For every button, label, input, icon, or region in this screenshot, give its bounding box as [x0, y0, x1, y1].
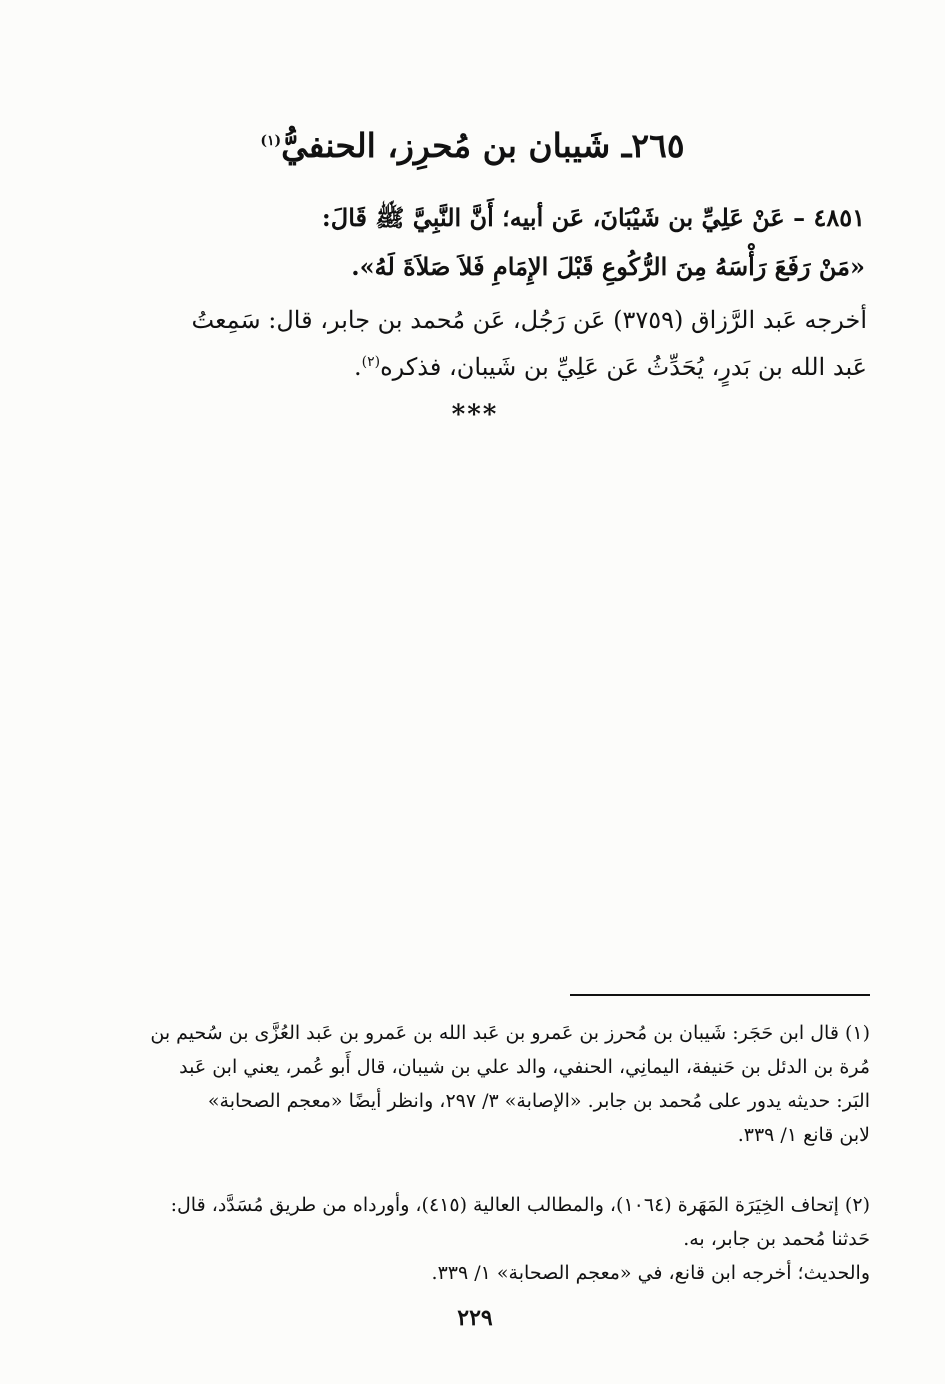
hadith-isnad-line: ٤٨٥١ – عَنْ عَلِيِّ بن شَيْبَانَ، عَن أبيه؛ أَنَّ النَّبِيَّ ﷺ قَالَ: [321, 203, 865, 232]
footnote-1-line-1: (١) قال ابن حَجَر: شَيبان بن مُحرز بن عَمرو بن عَبد الله بن عَمرو بن عَبد العُزَّى بن سُحيم بن [150, 1022, 870, 1044]
chapter-title-text: ٢٦٥ـ شَيبان بن مُحرِز، الحنفيُّ [281, 126, 685, 165]
takhrij-line-2 [354, 345, 867, 389]
footnote-divider [570, 994, 870, 996]
footnote-2-line-2: حَدثنا مُحمد بن جابر، به. [683, 1228, 870, 1250]
footnote-2-line-3: والحديث؛ أخرجه ابن قانع، في «معجم الصحابة» ١/ ٣٣٩. [431, 1262, 870, 1284]
footnote-1-line-3: البَر: حديثه يدور على مُحمد بن جابر. «الإصابة» ٣/ ٢٩٧، وانظر أيضًا «معجم الصحابة» [207, 1090, 870, 1112]
takhrij-footnote-marker: (٢) [361, 354, 381, 370]
takhrij-line-2-text: عَبد الله بن بَدرٍ، يُحَدِّثُ عَن عَلِيِّ بن شَيبان، فذكره [380, 353, 867, 381]
footnote-1-line-4: لابن قانع ١/ ٣٣٩. [737, 1124, 870, 1146]
chapter-title [200, 118, 745, 174]
hadith-matn-line: «مَنْ رَفَعَ رَأْسَهُ مِنَ الرُّكُوعِ قَبْلَ الإِمَامِ فَلاَ صَلاَةَ لَهُ». [351, 252, 865, 281]
page-number: ٢٢٩ [457, 1305, 493, 1331]
footnote-1-line-2: مُرة بن الدئل بن حَنيفة، اليمانِي، الحنفي، والد علي بن شيبان، قال أَبو عُمر، يعني ابن عَبد [179, 1056, 870, 1078]
takhrij-line-1: أخرجه عَبد الرَّزاق (٣٧٥٩) عَن رَجُل، عَن مُحمد بن جابر، قال: سَمِعتُ [191, 306, 867, 334]
chapter-footnote-marker: (١) [260, 133, 282, 149]
footnote-2-line-1: (٢) إتحاف الخِيَرَة المَهَرة (١٠٦٤)، والمطالب العالية (٤١٥)، وأورداه من طريق مُسَدَّد، قال: [170, 1194, 870, 1216]
takhrij-line-2-end: . [353, 353, 362, 381]
section-separator: *** [451, 400, 499, 430]
